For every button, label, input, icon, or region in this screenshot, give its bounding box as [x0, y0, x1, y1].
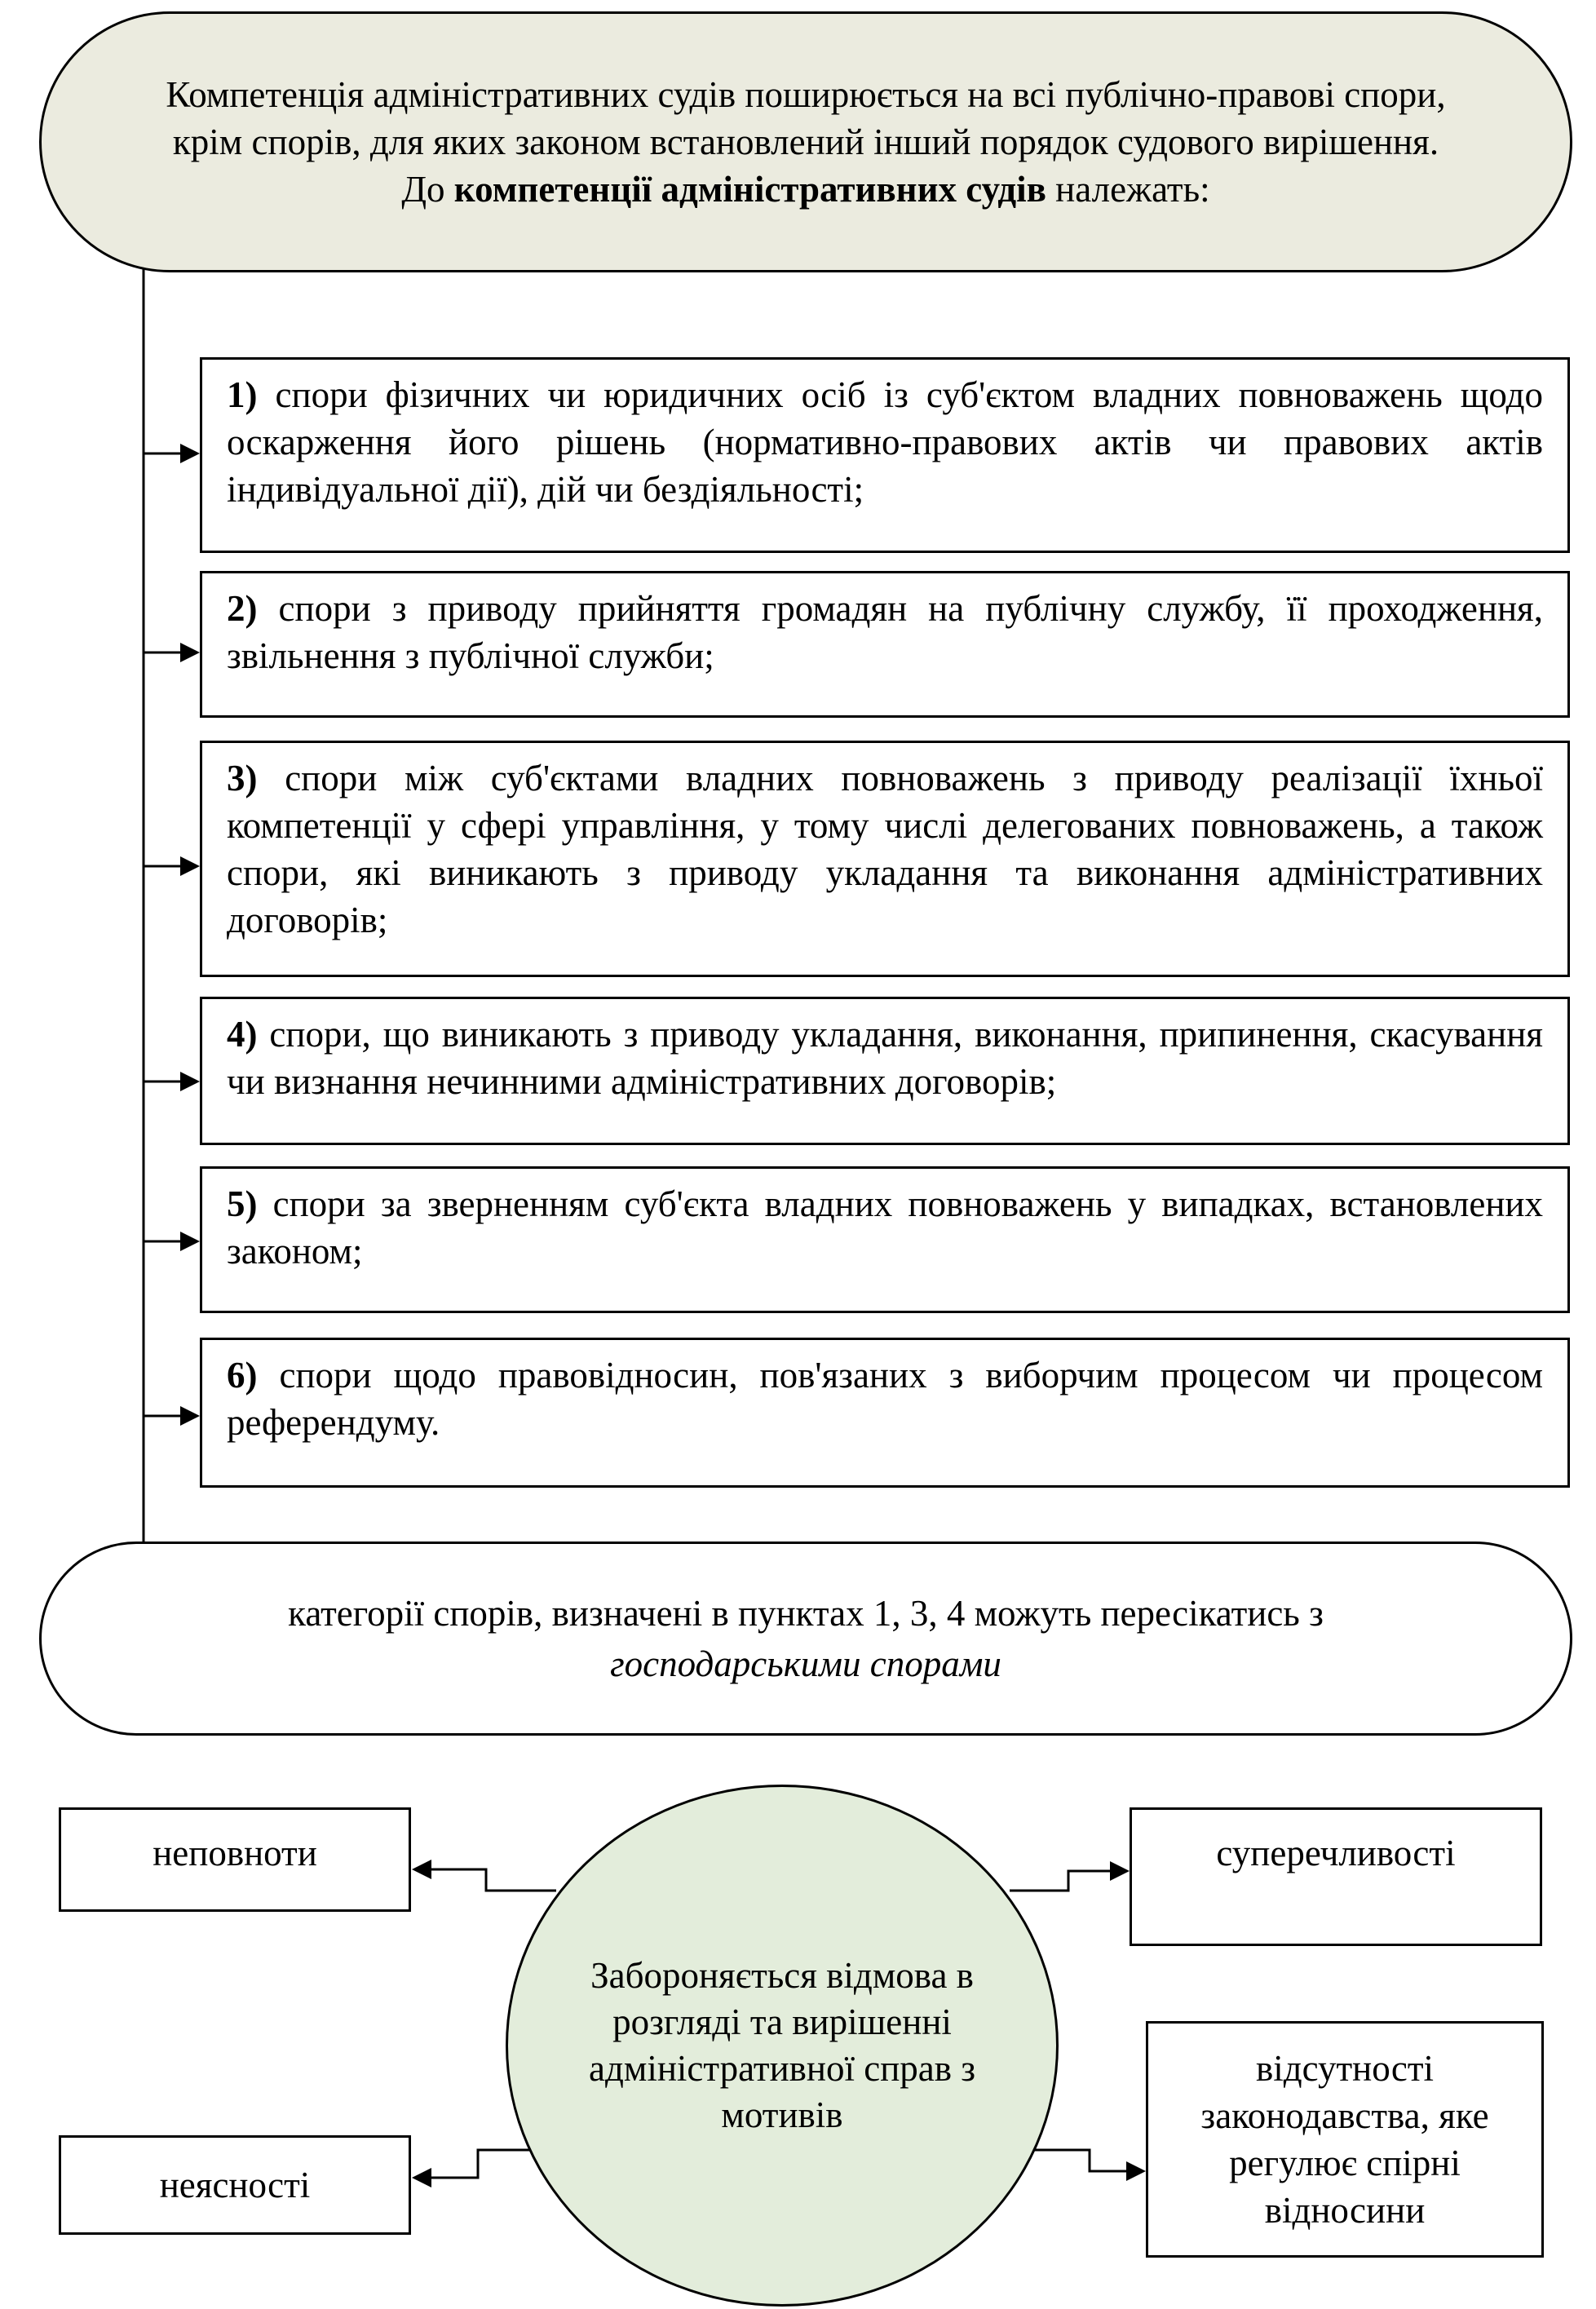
overlap-note-line-1: категорії спорів, визначені в пунктах 1, 3, 4 можуть пересікатись з — [288, 1593, 1324, 1634]
dispute-item-3 — [200, 741, 1570, 977]
reason-contradiction-text: суперечливості — [1216, 1833, 1456, 1873]
arrow-to-contradiction — [1010, 1871, 1127, 1891]
competence-line-2: крім спорів, для яких законом встановлений інший порядок судового вирішення. — [172, 122, 1439, 162]
overlap-note-line-2: господарськими спорами — [610, 1643, 1001, 1684]
competence-line-3-bold: компетенції адміністративних судів — [453, 169, 1046, 210]
reason-ambiguity-box — [59, 2135, 411, 2235]
dispute-item-3-text: спори між суб'єктами владних повноважень з приводу реалізації їхньої компетенції у сфері управління, у тому числі делегованих повноважень, а також спори, які виникають з приводу укладання та виконання адміністративних договорів; — [227, 758, 1544, 940]
reason-absence-text: відсутності законодавства, яке регулює спірні відносини — [1200, 2048, 1489, 2231]
dispute-item-4-number: 4) — [227, 1014, 258, 1055]
arrow-to-absence — [1029, 2150, 1143, 2171]
dispute-item-4-text: спори, що виникають з приводу укладання, виконання, припинення, скасування чи визнання нечинними адміністративних договорів; — [227, 1014, 1543, 1102]
dispute-item-1-number: 1) — [227, 374, 258, 415]
dispute-item-2-number: 2) — [227, 588, 258, 629]
dispute-item-6 — [200, 1338, 1570, 1488]
competence-line-3-suffix: належать: — [1055, 169, 1210, 210]
refusal-prohibition-circle — [506, 1785, 1059, 2307]
dispute-item-4 — [200, 997, 1570, 1145]
dispute-item-5 — [200, 1166, 1570, 1313]
reason-incompleteness-box — [59, 1807, 411, 1912]
competence-line-3-prefix: До — [401, 169, 445, 210]
dispute-item-6-number: 6) — [227, 1355, 258, 1396]
reason-ambiguity-text: неясності — [159, 2165, 311, 2205]
reason-incompleteness-text: неповноти — [153, 1833, 317, 1873]
dispute-item-1-text: спори фізичних чи юридичних осіб із суб'єктом владних повноважень щодо оскарження його рішень (нормативно-правових актів чи правових актів індивідуальної дії), дій чи бездіяльності; — [227, 374, 1544, 510]
dispute-item-2-text: спори з приводу прийняття громадян на публічну службу, її проходження, звільнення з публічної служби; — [227, 588, 1543, 676]
reason-contradiction-box — [1130, 1807, 1542, 1946]
refusal-prohibition-text: Забороняється відмова в розгляді та вирішенні адміністративної справ з мотивів — [588, 1955, 976, 2135]
reason-absence-box — [1146, 2021, 1544, 2258]
dispute-item-5-text: спори за зверненням суб'єкта владних повноважень у випадках, встановлених законом; — [227, 1183, 1544, 1272]
competence-definition-banner — [39, 11, 1572, 272]
dispute-item-1 — [200, 357, 1570, 553]
competence-line-1: Компетенція адміністративних судів поширюється на всі публічно-правові спори, — [166, 74, 1446, 115]
dispute-item-5-number: 5) — [227, 1183, 258, 1224]
dispute-item-6-text: спори щодо правовідносин, пов'язаних з виборчим процесом чи процесом референдуму. — [227, 1355, 1543, 1443]
overlap-note-banner — [39, 1542, 1572, 1736]
dispute-item-2 — [200, 571, 1570, 718]
arrow-to-incompleteness — [414, 1869, 556, 1891]
dispute-item-3-number: 3) — [227, 758, 258, 798]
arrow-to-ambiguity — [414, 2150, 538, 2178]
